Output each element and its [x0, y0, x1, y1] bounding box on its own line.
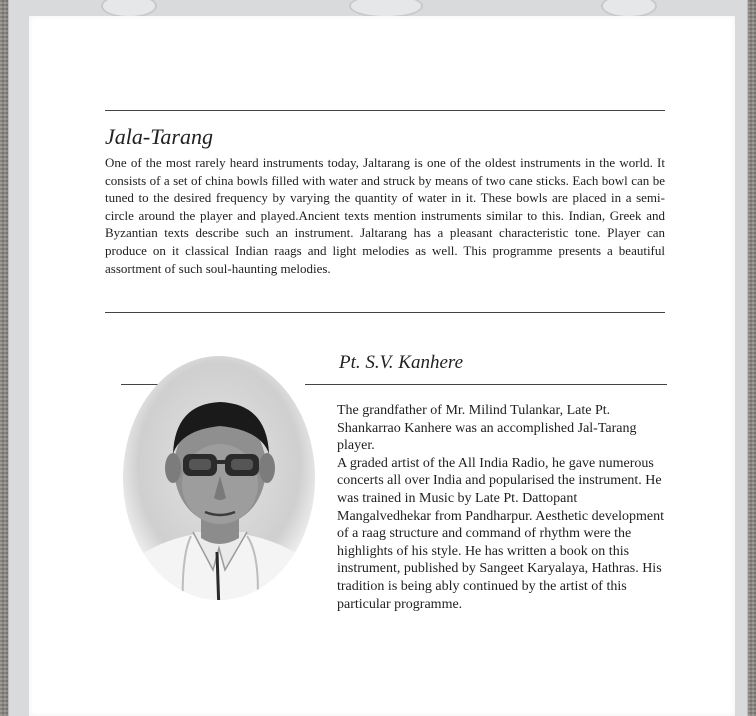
artist-name: Pt. S.V. Kanhere	[339, 352, 464, 373]
liner-notes-page	[29, 16, 735, 716]
name-underline-right	[305, 384, 667, 385]
middle-divider	[105, 312, 665, 313]
instrument-description: One of the most rarely heard instruments today, Jaltarang is one of the oldest instruments in the world. It consists of a set of china bowls filled with water and struck by means of two cane sticks. Each bowl can be tuned to the desired frequency by varying the quantity of water in it. These bowls are placed in a semi-circle around the player and played.Ancient texts mention instruments similar to this. Indian, Greek and Byzantian texts describe such an instrument. Jaltarang has a pleasant characteristic tone. Player can produce on it classical Indian raags and light melodies as well. This programme presents a beautiful assortment of such soul-haunting melodies.	[105, 155, 665, 276]
top-divider	[105, 110, 665, 111]
section-heading: Jala-Tarang	[105, 124, 213, 149]
bio-paragraph-2: A graded artist of the All India Radio, he gave numerous concerts all over India and popularised the instrument. He was trained in Music by Late Pt. Dattopant Mangalvedhekar from Pandharpur. Aesthetic development of a raag structure and command of rhythm were the highlights of his style. He has written a book on this instrument, published by Sangeet Karyalaya, Hathras. His tradition is being ably continued by the artist of this particular programme.	[337, 455, 664, 612]
cd-jewel-case	[8, 0, 748, 716]
bio-paragraph-1: The grandfather of Mr. Milind Tulankar, Late Pt. Shankarrao Kanhere was an accomplished Jal-Tarang player.	[337, 403, 637, 454]
artist-biography	[337, 402, 667, 613]
artist-portrait	[121, 356, 317, 612]
